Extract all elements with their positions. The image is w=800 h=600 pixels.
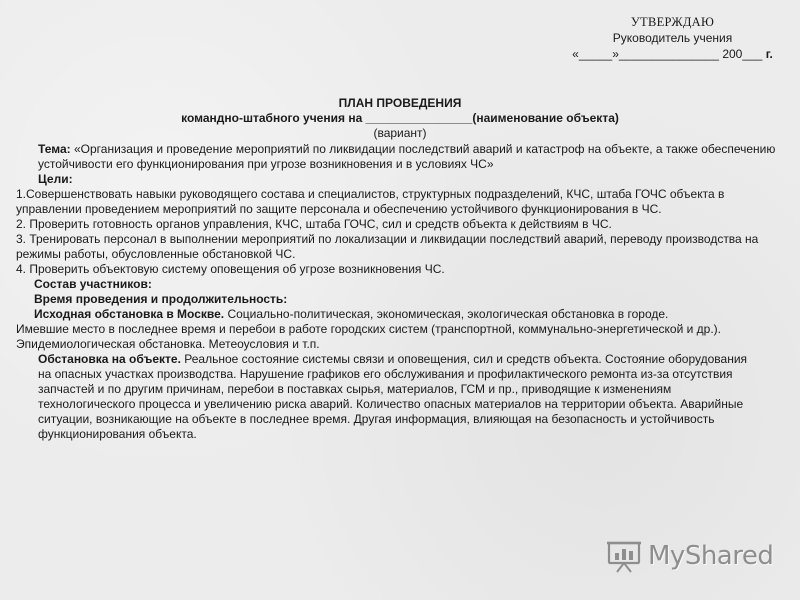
theme-text: «Организация и проведение мероприятий по ликвидации последствий аварий и катастроф на объекте, а также обеспечению устойчивости его функционирования при угрозе возникновения и в условиях ЧС» (38, 142, 776, 171)
approval-date-suffix: г. (765, 47, 773, 61)
initial-situation-paragraph (16, 307, 792, 322)
goals-heading (16, 172, 792, 187)
presentation-board-icon (606, 539, 644, 573)
watermark-brand: MyShared (648, 541, 774, 571)
goal-item-1: 1.Совершенствовать навыки руководящего состава и специалистов, структурных подразделений, КЧС, штаба ГОЧС объекта в управлении проведением мероприятий по защите персонала и обеспечению устойчивого функционирования в ЧС. (16, 187, 725, 216)
participants-label: Состав участников: (34, 277, 152, 291)
approval-stamp: УТВЕРЖДАЮ (630, 15, 715, 29)
page-title: ПЛАН ПРОВЕДЕНИЯ (338, 96, 462, 110)
goals-label: Цели: (38, 172, 73, 186)
approval-date-line (560, 46, 785, 62)
approval-block (560, 14, 785, 62)
approval-date-blank: «_____»_______________ 200___ (572, 47, 763, 61)
theme-label: Тема: (38, 142, 71, 156)
object-situation-paragraph (16, 352, 792, 442)
epidemic-text: Эпидемиологическая обстановка. Метеоусловия и т.п. (16, 337, 320, 351)
time-label: Время проведения и продолжительность: (34, 292, 288, 306)
object-situation-label: Обстановка на объекте. (38, 352, 181, 366)
initial-situation-text-2: Имевшие место в последнее время и перебои в работе городских систем (транспортной, коммунально-энергетической и др.). (16, 322, 722, 336)
plan-header (0, 96, 800, 141)
plan-body (16, 142, 792, 442)
approval-role: Руководитель учения (612, 31, 733, 45)
goal-item-4: 4. Проверить объектовую систему оповещения об угрозе возникновения ЧС. (16, 262, 445, 276)
theme-paragraph (16, 142, 792, 172)
goal-item-2: 2. Проверить готовность органов управления, КЧС, штаба ГОЧС, сил и средств объекта к действиям в ЧС. (16, 217, 612, 231)
initial-situation-label: Исходная обстановка в Москве. (34, 307, 225, 321)
goal-item-3: 3. Тренировать персонал в выполнении мероприятий по локализации и ликвидации последствий аварий, переводу производства на режимы работы, обусловленные обстановкой ЧС. (16, 232, 759, 261)
page-subtitle: командно-штабного учения на ________________(наименование объекта) (181, 111, 619, 125)
watermark-logo (606, 536, 776, 576)
participants-heading (16, 277, 792, 292)
time-heading (16, 292, 792, 307)
initial-situation-text: Социально-политическая, экономическая, экологическая обстановка в городе. (224, 307, 669, 321)
object-situation-text: Реальное состояние системы связи и оповещения, сил и средств объекта. Состояние оборудования на опасных участках производства. Нарушение графиков его обслуживания и профилактического ремонта из-за отсутствия запчастей и по другим причинам, перебои в поставках сырья, материалов, ГСМ и пр., приводящие к изменениям технологического процесса и увеличению риска аварий. Количество опасных материалов на территории объекта. Аварийные ситуации, возникающие на объекте в последнее время. Другая информация, влияющая на безопасность и устойчивость функционирования объекта. (38, 352, 748, 441)
variant-label: (вариант) (373, 126, 427, 140)
